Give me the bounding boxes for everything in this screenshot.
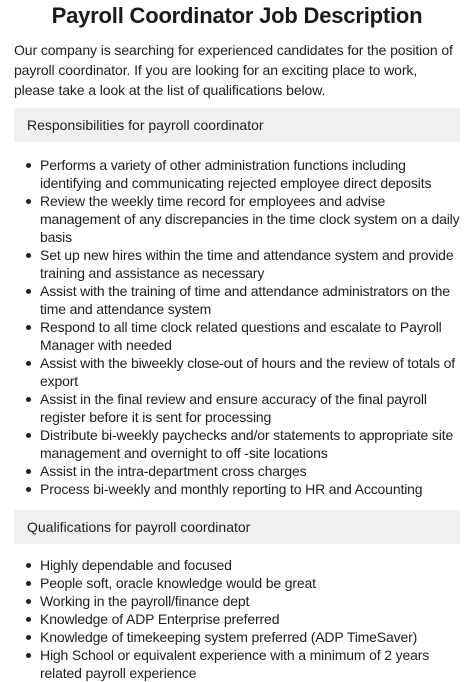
responsibilities-heading: Responsibilities for payroll coordinator bbox=[14, 108, 460, 142]
intro-paragraph: Our company is searching for experienced candidates for the position of payroll coordinator. If you are looking for an exciting place to work, please take a look at the list of qualifications below. bbox=[14, 42, 453, 98]
list-item: Knowledge of ADP Enterprise preferred bbox=[40, 610, 460, 628]
list-item: Working in the payroll/finance dept bbox=[40, 592, 460, 610]
list-item: Performs a variety of other administration functions including identifying and communicating rejected employee direct deposits bbox=[40, 156, 460, 192]
list-item: Assist with the biweekly close-out of hours and the review of totals of export bbox=[40, 354, 460, 390]
list-item: People soft, oracle knowledge would be great bbox=[40, 574, 460, 592]
qualifications-list bbox=[14, 556, 460, 682]
page-title: Payroll Coordinator Job Description bbox=[51, 3, 423, 28]
list-item: Highly dependable and focused bbox=[40, 556, 460, 574]
responsibilities-list bbox=[14, 156, 460, 498]
list-item: Assist in the final review and ensure accuracy of the final payroll register before it is sent for processing bbox=[40, 390, 460, 426]
list-item: Knowledge of timekeeping system preferred (ADP TimeSaver) bbox=[40, 628, 460, 646]
list-item: Set up new hires within the time and attendance system and provide training and assistance as necessary bbox=[40, 246, 460, 282]
list-item: Assist with the training of time and attendance administrators on the time and attendance system bbox=[40, 282, 460, 318]
qualifications-heading: Qualifications for payroll coordinator bbox=[14, 510, 460, 544]
list-item: High School or equivalent experience with a minimum of 2 years related payroll experience bbox=[40, 646, 460, 682]
list-item: Distribute bi-weekly paychecks and/or statements to appropriate site management and overnight to off -site locations bbox=[40, 426, 460, 462]
list-item: Process bi-weekly and monthly reporting to HR and Accounting bbox=[40, 480, 460, 498]
list-item: Assist in the intra-department cross charges bbox=[40, 462, 460, 480]
list-item: Review the weekly time record for employees and advise management of any discrepancies in the time clock system on a daily basis bbox=[40, 193, 460, 245]
list-item: Respond to all time clock related questions and escalate to Payroll Manager with needed bbox=[40, 318, 460, 354]
